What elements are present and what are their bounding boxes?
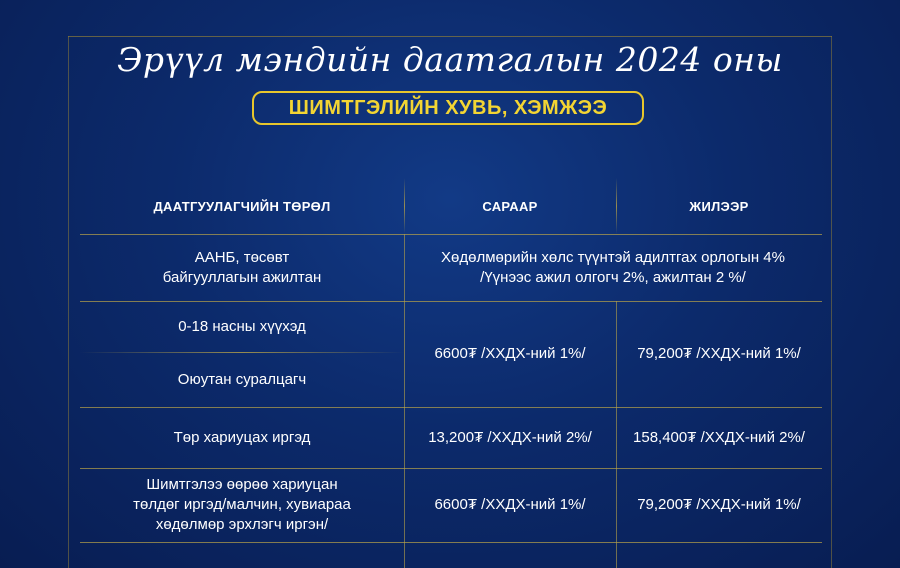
- table-row-4-yearly: 79,200₮ /ХХДХ-ний 1%/: [637, 496, 801, 513]
- table-row-2-yearly: 79,200₮ /ХХДХ-ний 1%/: [637, 345, 801, 362]
- frame-right-border: [831, 36, 832, 568]
- type-text: байгууллагын ажилтан: [162, 268, 322, 286]
- frame-left-border: [68, 36, 69, 568]
- column-divider: [404, 178, 405, 234]
- table-row-2-monthly: 6600₮ /ХХДХ-ний 1%/: [434, 345, 586, 362]
- table-row-3-type: Төр хариуцах иргэд: [173, 428, 311, 446]
- type-text: төлдөг иргэд/малчин, хувиараа: [133, 496, 351, 513]
- header-type: ДААТГУУЛАГЧИЙН ТӨРӨЛ: [153, 198, 331, 214]
- table-row-4-monthly: 6600₮ /ХХДХ-ний 1%/: [434, 496, 586, 513]
- table-row-1-type: [80, 234, 404, 301]
- frame-top-border: [68, 36, 832, 37]
- type-text: ААНБ, төсөвт: [194, 248, 290, 266]
- row-divider: [80, 542, 822, 543]
- column-divider: [616, 178, 617, 234]
- rate-text: /Үүнээс ажил олгогч 2%, ажилтан 2 %/: [480, 268, 746, 286]
- type-text: хөдөлмөр эрхлэгч иргэн/: [155, 516, 329, 533]
- header-monthly: САРААР: [482, 198, 538, 214]
- page-subtitle-badge: [252, 91, 644, 125]
- header-yearly: ЖИЛЭЭР: [689, 198, 749, 214]
- table-row-3-yearly: 158,400₮ /ХХДХ-ний 2%/: [633, 428, 805, 446]
- table-row-2b-type: Оюутан суралцагч: [177, 370, 307, 388]
- page-title: Эрүүл мэндийн даатгалын 2024 оны: [117, 40, 783, 79]
- table-row-2a-type: 0-18 насны хүүхэд: [178, 317, 306, 335]
- page-subtitle: ШИМТГЭЛИЙН ХУВЬ, ХЭМЖЭЭ: [288, 96, 608, 119]
- rate-text: Хөдөлмөрийн хөлс түүнтэй адилтгах орлогын 4%: [441, 248, 785, 266]
- type-text: Шимтгэлээ өөрөө хариуцан: [146, 476, 338, 493]
- table-row-3-monthly: 13,200₮ /ХХДХ-ний 2%/: [428, 428, 592, 446]
- table-row-4-type: [80, 468, 404, 542]
- table-row-1-rate: [404, 234, 822, 301]
